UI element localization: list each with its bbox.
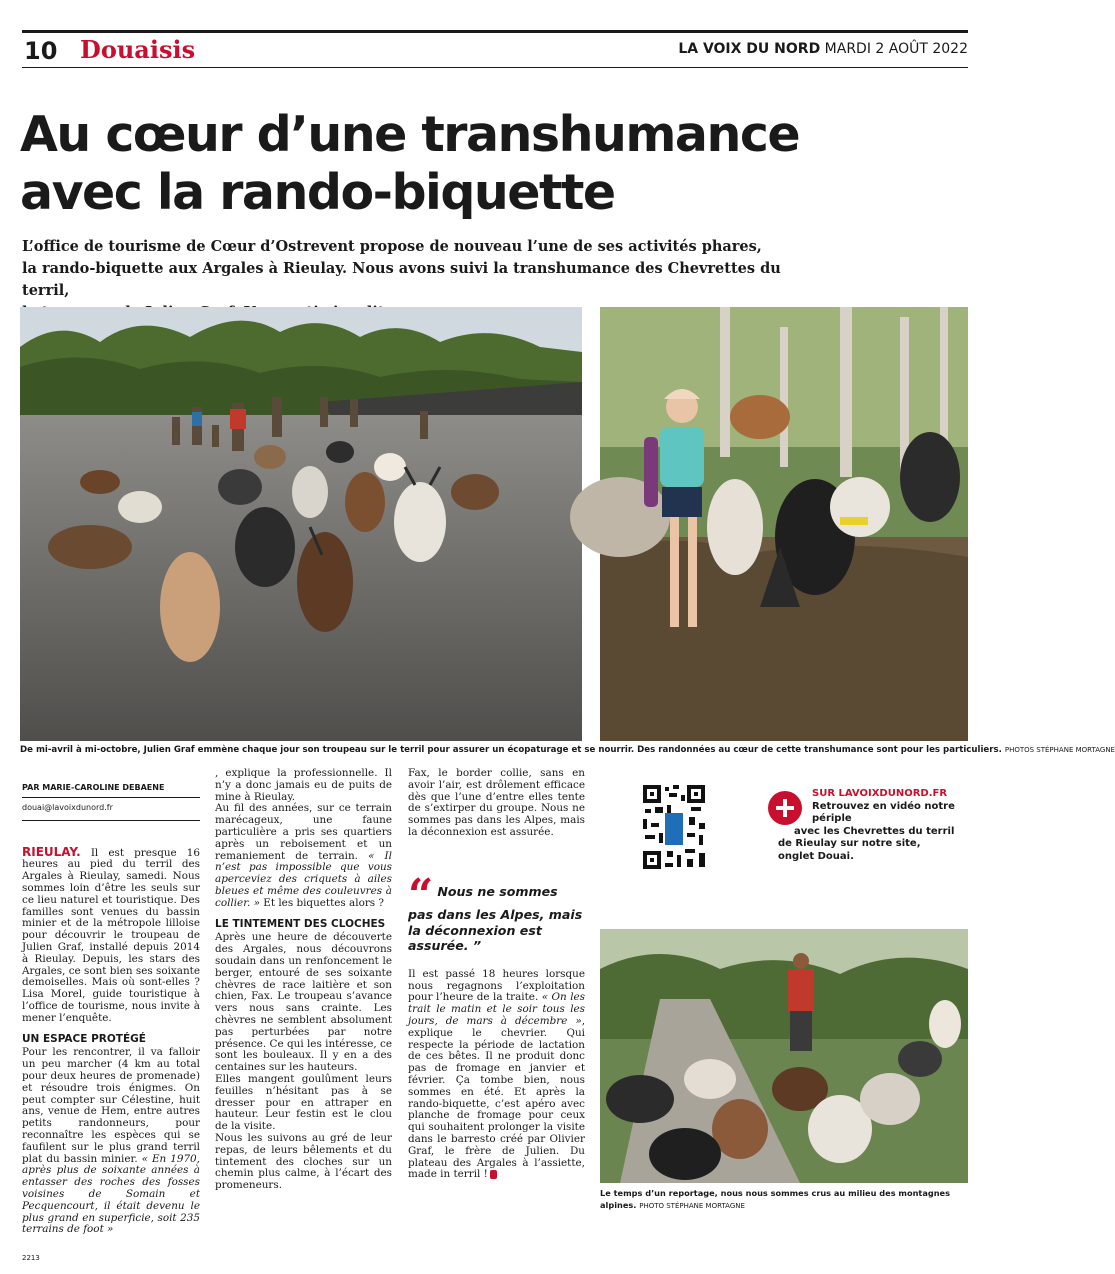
masthead — [678, 41, 968, 57]
main-photo-caption — [20, 744, 1115, 756]
paragraph-6: Nous les suivons au gré de leur repas, de leurs bêlements et du tintement des cloches sur un chemin plus calme, à l’écart des promeneurs. — [215, 1131, 392, 1192]
photo-goat-herd-terril — [20, 307, 582, 741]
paragraph-2-text: Pour les rencontrer, il va falloir un peu marcher (4 km au total pour deux heures de promenade) et résoudre trois énigmes. On peut compter sur Célestine, huit ans, venue de Hem, entre autres petits randonneurs, pour reconnaître les espèces qui se faufilent sur le plus grand terril plat du bassin minier. — [22, 1046, 200, 1165]
bottom-photo-credit: PHOTO STÉPHANE MORTAGNE — [639, 1202, 745, 1210]
promo-line-1: Retrouvez en vidéo notre — [812, 800, 955, 812]
chapo-line-2: la rando-biquette aux Argales à Rieulay. Nous avons suivi la transhumance des Chevrettes du terril, — [22, 260, 781, 299]
headline-line-2: avec la rando-biquette — [20, 164, 615, 221]
paragraph-1 — [22, 844, 200, 1025]
photo-child-with-goats — [600, 307, 968, 741]
author-email: douai@lavoixdunord.fr — [22, 802, 200, 821]
pullquote — [408, 870, 586, 954]
caption-text: De mi-avril à mi-octobre, Julien Graf emmène chaque jour son troupeau sur le terril pour assurer un écopaturage et se nourrir. Des randonnées au cœur de cette transhumance sont pour les particuliers. — [20, 745, 1002, 755]
paragraph-8-quote: « On les trait le matin et le soir tous les jours, de mars à décembre » — [408, 991, 585, 1027]
paragraph-8 — [408, 969, 585, 1181]
subhead-tintement-cloches: LE TINTEMENT DES CLOCHES — [215, 917, 386, 930]
page-header — [22, 30, 968, 68]
paragraph-3 — [215, 803, 392, 909]
promo-line-3: avec les Chevrettes du terril — [794, 825, 955, 837]
paragraph-2-quote: « En 1970, après plus de soixante années à entasser des roches des fosses voisines de Somain et Pecquencourt, il était devenu le plus grand en superficie, soit 235 terrains de foot » — [22, 1152, 200, 1236]
headline-line-1: Au cœur d’une transhumance — [20, 106, 800, 163]
dateline: RIEULAY. — [22, 844, 81, 859]
paragraph-3-quote: « Il n’est pas impossible que vous aperceviez des criquets à ailes bleues et même des couleuvres à collier. » — [215, 849, 392, 909]
paragraph-4: Après une heure de découverte des Argales, nous découvrons soudain dans un renfoncement le berger, entouré de ses soixante chèvres de race laitière et son chien, Fax. Le troupeau s’avance vers nous sans crainte. Les chèvres ne semblent absolument pas perturbées par notre présence. Ce qui les intéresse, ce sont les bouleaux. Il y en a des centaines sur les hauteurs. — [215, 931, 392, 1074]
footer-code: 2213 — [22, 1254, 40, 1262]
issue-date: MARDI 2 AOÛT 2022 — [824, 41, 968, 57]
subhead-espace-protege: UN ESPACE PROTÉGÉ — [22, 1032, 146, 1045]
plus-icon — [768, 791, 802, 825]
paragraph-2-end: , explique la professionnelle. Il n’y a donc jamais eu de puits de mine à Rieulay. — [215, 767, 392, 803]
chapo-line-1: L’office de tourisme de Cœur d’Ostrevent propose de nouveau l’une de ses activités phares, — [22, 238, 762, 255]
paragraph-5: Elles mangent goulûment leurs feuilles n’hésitant pas à se dresser pour en attraper en hauteur. Leur festin est le clou de la visite. — [215, 1072, 392, 1133]
bottom-photo-caption — [600, 1187, 968, 1212]
paragraph-3-end: Et les biquettes alors ? — [259, 896, 385, 909]
open-quote-icon: “ — [408, 870, 434, 921]
end-of-article-mark — [490, 1170, 497, 1179]
article-column-3 — [408, 768, 585, 1248]
paragraph-7: Fax, le border collie, sans en avoir l’air, est drôlement efficace dès que l’une d’entre elles tente de s’extirper du groupe. Nous ne sommes pas dans les Alpes, mais la déconnexion est assurée. — [408, 767, 585, 838]
paragraph-1-text: Il est presque 16 heures au pied du terril des Argales à Rieulay, samedi. Nous sommes loin d’être les seuls sur ce lieu naturel et touristique. Des familles sont venues du bassin minier et de la métropole lilloise pour découvrir le troupeau de Julien Graf, installé depuis 2014 à Rieulay. Depuis, les stars des Argales, ce sont bien ses soixante demoiselles. Mais où sont-elles ? Lisa Morel, guide touristique à l’office de tourisme, nous invite à mener l’enquête. — [22, 846, 200, 1024]
section-title: Douaisis — [80, 35, 196, 64]
photo-credit: PHOTOS STÉPHANE MORTAGNE — [1004, 746, 1115, 754]
article-column-2 — [215, 768, 392, 1242]
paragraph-3-text: Au fil des années, sur ce terrain marécageux, une faune particulière a pris ses quartiers après un reboisement et un remaniement de terrain. — [215, 802, 392, 862]
paragraph-2 — [22, 1047, 200, 1236]
pullquote-text: Nous ne sommes pas dans les Alpes, mais la déconnexion est assurée. — [408, 884, 583, 953]
pullquote-close: ” — [472, 938, 482, 953]
newspaper-name: LA VOIX DU NORD — [678, 41, 821, 57]
promo-title: SUR LAVOIXDUNORD.FR — [812, 788, 948, 799]
qr-code-icon[interactable] — [641, 783, 707, 871]
paragraph-8-end: , explique le chevrier. Qui respecte la période de lactation de ces bêtes. Il ne produit donc pas de fromage en janvier et février. Ça tombe bien, nous sommes en été. Et après la rando-biquette, c’est apéro avec planche de fromage pour ceux qui souhaitent prolonger la visite dans le barresto créé par Olivier Graf, le frère de Julien. Du plateau des Argales à l’assiette, made in terril ! — [408, 1014, 585, 1181]
paragraph-8-text: Il est passé 18 heures lorsque nous regagnons l’exploitation pour l’heure de la traite. — [408, 967, 585, 1004]
promo-line-5: onglet Douai. — [778, 850, 854, 862]
page-number: 10 — [24, 37, 58, 65]
byline: PAR MARIE-CAROLINE DEBAENE — [22, 782, 200, 798]
web-promo[interactable] — [768, 788, 968, 863]
promo-line-2: périple — [812, 813, 852, 824]
photo-herd-on-path — [600, 929, 968, 1183]
promo-line-4: de Rieulay sur notre site, — [778, 838, 921, 849]
paragraph-2-continued — [215, 768, 392, 803]
headline — [20, 106, 960, 222]
article-column-1 — [22, 782, 200, 1242]
caption-bottom-text: Le temps d’un reportage, nous nous sommes crus au milieu des montagnes alpines. — [600, 1188, 950, 1210]
